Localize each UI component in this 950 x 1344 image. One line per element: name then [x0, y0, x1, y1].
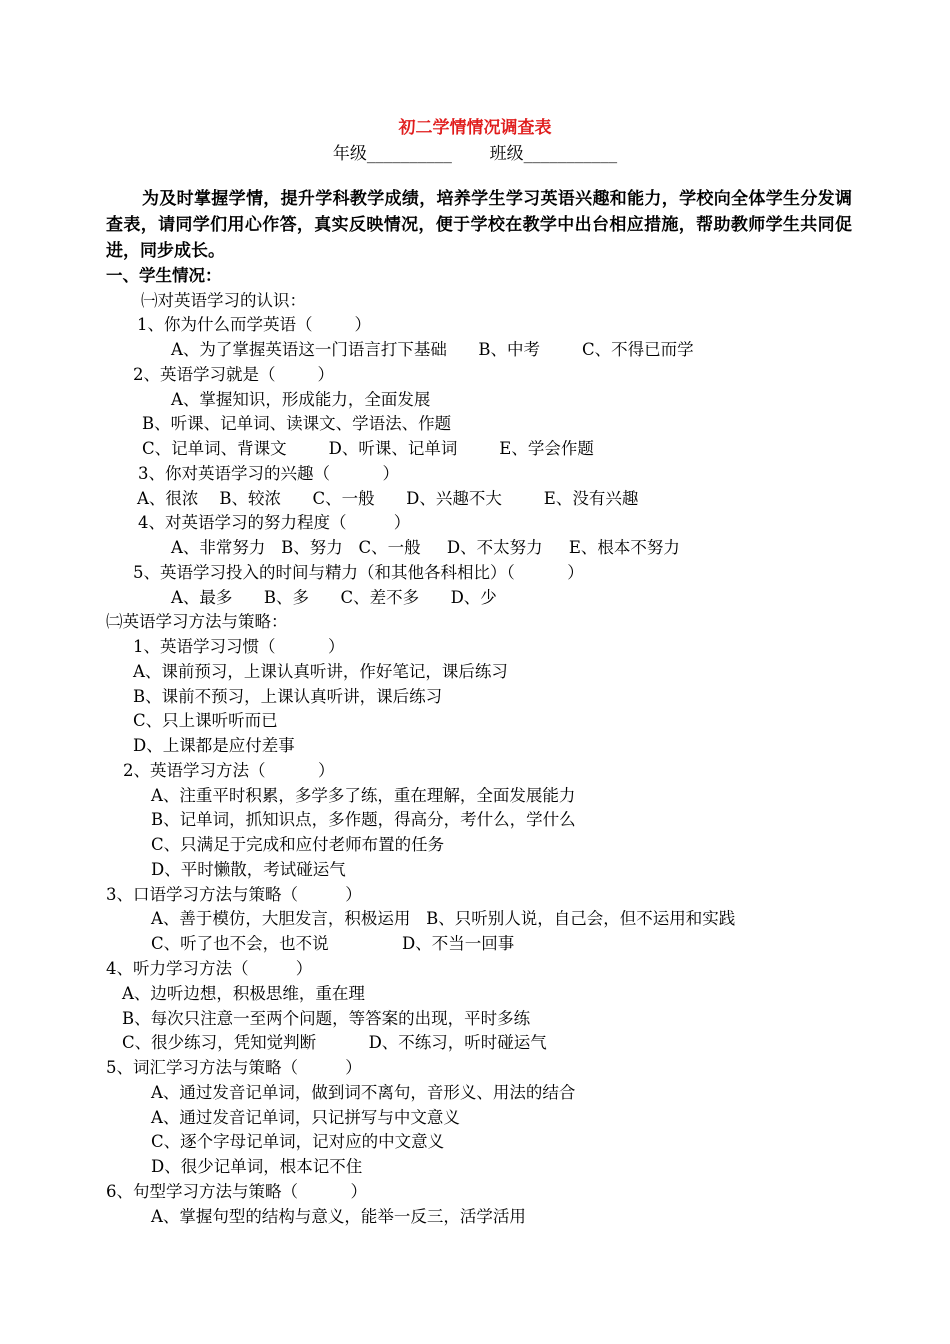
question: 2、英语学习就是（ ） [133, 365, 334, 384]
option-line: A、最多 B、多 C、差不多 D、少 [171, 588, 497, 607]
option-line: A、非常努力 B、努力 C、一般 D、不太努力 E、根本不努力 [171, 538, 680, 557]
intro-paragraph: 为及时掌握学情，提升学科教学成绩，培养学生学习英语兴趣和能力，学校向全体学生分发调查表，请同学们用心作答，真实反映情况，便于学校在教学中出台相应措施，帮助教师学生共同促进，同步成长。 [106, 189, 852, 261]
option-line: A、善于模仿，大胆发言，积极运用 B、只听别人说，自己会，但不运用和实践 [151, 909, 736, 928]
option-line: A、通过发音记单词，做到词不离句，音形义、用法的结合 [151, 1083, 576, 1102]
option-line: A、通过发音记单词，只记拼写与中文意义 [151, 1108, 460, 1127]
question: 1、你为什么而学英语（ ） [137, 315, 371, 334]
question: 5、英语学习投入的时间与精力（和其他各科相比）（ ） [133, 563, 584, 582]
subsection-heading: ㈠对英语学习的认识： [141, 291, 306, 310]
option-line: A、掌握知识，形成能力，全面发展 [171, 390, 431, 409]
question: 1、英语学习习惯（ ） [133, 637, 345, 656]
section-heading: 一、学生情况： [106, 266, 222, 285]
option-line: D、平时懒散，考试碰运气 [151, 860, 346, 879]
option-line: A、课前预习，上课认真听讲，作好笔记，课后练习 [133, 662, 508, 681]
option-line: C、很少练习，凭知觉判断 D、不练习，听时碰运气 [122, 1033, 547, 1052]
option-line: C、只满足于完成和应付老师布置的任务 [151, 835, 445, 854]
question: 3、口语学习方法与策略（ ） [106, 885, 362, 904]
subsection-heading: ㈡英语学习方法与策略： [106, 612, 288, 631]
option-line: B、课前不预习，上课认真听讲，课后练习 [133, 687, 443, 706]
option-line: C、逐个字母记单词，记对应的中文意义 [151, 1132, 445, 1151]
question: 5、词汇学习方法与策略（ ） [106, 1058, 362, 1077]
option-line: B、记单词，抓知识点，多作题，得高分，考什么，学什么 [151, 810, 576, 829]
question: 4、听力学习方法（ ） [106, 959, 313, 978]
option-line: A、掌握句型的结构与意义，能举一反三，活学活用 [151, 1207, 526, 1226]
option-line: D、上课都是应付差事 [133, 736, 295, 755]
option-line: A、很浓 B、较浓 C、一般 D、兴趣不大 E、没有兴趣 [137, 489, 639, 508]
option-line: B、听课、记单词、读课文、学语法、作题 [142, 414, 452, 433]
question: 6、句型学习方法与策略（ ） [106, 1182, 367, 1201]
option-line: A、注重平时积累，多学多了练，重在理解，全面发展能力 [151, 786, 576, 805]
question: 2、英语学习方法（ ） [123, 761, 335, 780]
option-line: C、记单词、背课文 D、听课、记单词 E、学会作题 [142, 439, 594, 458]
option-line: D、很少记单词，根本记不住 [151, 1157, 363, 1176]
option-line: A、边听边想，积极思维，重在理 [122, 984, 365, 1003]
page-title: 初二学情情况调查表 [398, 118, 552, 138]
question: 4、对英语学习的努力程度（ ） [138, 513, 411, 532]
question: 3、你对英语学习的兴趣（ ） [138, 464, 399, 483]
option-line: A、为了掌握英语这一门语言打下基础 B、中考 C、不得已而学 [171, 340, 694, 359]
option-line: B、每次只注意一至两个问题，等答案的出现，平时多练 [122, 1009, 531, 1028]
grade-class-line: 年级__________ 班级___________ [332, 144, 618, 164]
option-line: C、只上课听听而已 [133, 711, 278, 730]
option-line: C、听了也不会，也不说 D、不当一回事 [151, 934, 515, 953]
